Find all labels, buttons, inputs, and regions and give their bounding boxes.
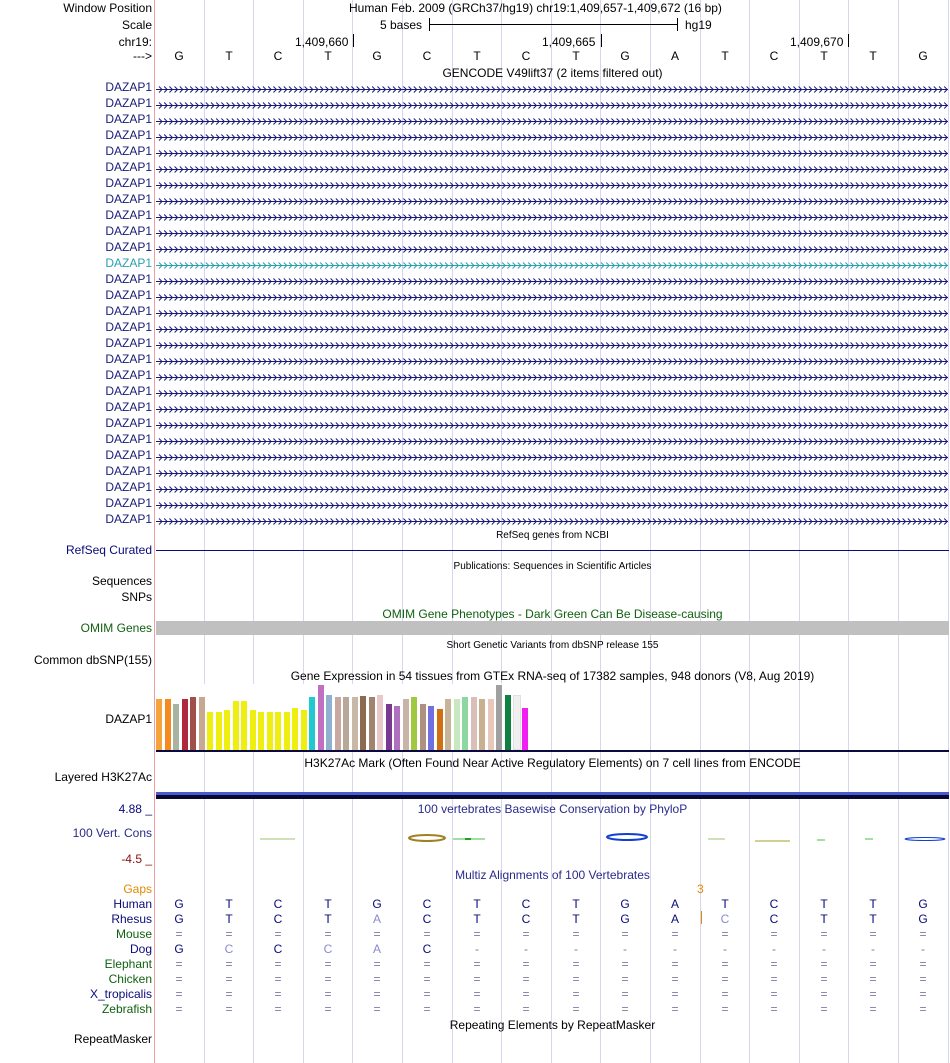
- h3k27ac-signal: [156, 795, 949, 799]
- sequence-base: T: [473, 49, 481, 63]
- gene-feature[interactable]: [156, 99, 948, 108]
- gtex-tissue-bar[interactable]: [182, 699, 188, 750]
- gtex-bar-chart[interactable]: [155, 684, 535, 750]
- gtex-tissue-bar[interactable]: [471, 697, 477, 750]
- gene-feature[interactable]: [156, 83, 948, 92]
- sequence-base: C: [769, 49, 779, 63]
- chrom-label: chr19:: [118, 35, 152, 49]
- alignment-base: G: [174, 942, 184, 956]
- alignment-base: =: [721, 1002, 729, 1016]
- repeatmasker-title[interactable]: Repeating Elements by RepeatMasker: [449, 1018, 656, 1032]
- sequence-base: G: [918, 49, 928, 63]
- cons-signal: [155, 828, 950, 850]
- gene-feature[interactable]: [156, 243, 948, 252]
- alignment-base: =: [324, 1002, 332, 1016]
- alignment-base: =: [572, 927, 580, 941]
- gtex-tissue-bar[interactable]: [173, 704, 179, 750]
- dbsnp-label[interactable]: Common dbSNP(155): [33, 653, 152, 667]
- alignment-base: =: [473, 927, 481, 941]
- gtex-tissue-bar[interactable]: [386, 704, 392, 750]
- alignment-base: C: [720, 912, 730, 926]
- gene-label[interactable]: DAZAP1: [105, 288, 152, 302]
- alignment-base: =: [423, 972, 431, 986]
- gene-label[interactable]: DAZAP1: [105, 96, 152, 110]
- gene-feature[interactable]: [156, 387, 948, 396]
- alignment-base: -: [921, 942, 925, 956]
- gtex-tissue-bar[interactable]: [479, 699, 485, 750]
- alignment-base: A: [372, 942, 381, 956]
- alignment-base: =: [770, 987, 778, 1001]
- gene-label[interactable]: DAZAP1: [105, 80, 152, 94]
- gencode-title[interactable]: GENCODE V49lift37 (2 items filtered out): [442, 66, 663, 80]
- alignment-base: =: [274, 927, 282, 941]
- alignment-base: =: [869, 957, 877, 971]
- gtex-tissue-bar[interactable]: [369, 697, 375, 750]
- alignment-base: T: [225, 897, 233, 911]
- gtex-tissue-bar[interactable]: [513, 695, 521, 750]
- gtex-tissue-bar[interactable]: [445, 699, 451, 750]
- gtex-tissue-bar[interactable]: [454, 699, 460, 750]
- alignment-base: T: [572, 912, 580, 926]
- alignment-base: A: [372, 912, 381, 926]
- sequence-base: T: [572, 49, 580, 63]
- gene-label[interactable]: DAZAP1: [105, 272, 152, 286]
- alignment-base: =: [225, 927, 233, 941]
- gene-label[interactable]: DAZAP1: [105, 256, 152, 270]
- alignment-base: T: [820, 912, 828, 926]
- alignment-base: -: [723, 942, 727, 956]
- gene-label[interactable]: DAZAP1: [105, 320, 152, 334]
- alignment-base: =: [522, 957, 530, 971]
- gene-feature[interactable]: [156, 339, 948, 348]
- refseq-title[interactable]: RefSeq genes from NCBI: [496, 530, 609, 541]
- alignment-base: =: [522, 1002, 530, 1016]
- species-label[interactable]: Dog: [129, 942, 152, 956]
- gene-label[interactable]: DAZAP1: [105, 240, 152, 254]
- alignment-base: =: [621, 987, 629, 1001]
- gene-feature[interactable]: [156, 307, 948, 316]
- alignment-base: =: [225, 987, 233, 1001]
- gtex-tissue-bar[interactable]: [326, 695, 332, 750]
- alignment-base: =: [572, 972, 580, 986]
- gene-feature[interactable]: [156, 275, 948, 284]
- alignment-base: G: [918, 897, 928, 911]
- alignment-base: C: [422, 912, 432, 926]
- alignment-base: =: [621, 957, 629, 971]
- sequence-base: G: [372, 49, 382, 63]
- alignment-base: =: [373, 957, 381, 971]
- gene-feature[interactable]: [156, 483, 948, 492]
- gtex-tissue-bar[interactable]: [233, 701, 239, 750]
- gtex-tissue-bar[interactable]: [258, 712, 264, 750]
- alignment-base: -: [772, 942, 776, 956]
- alignment-base: =: [373, 927, 381, 941]
- gene-feature[interactable]: [156, 451, 948, 460]
- alignment-base: =: [572, 957, 580, 971]
- alignment-base: =: [919, 927, 927, 941]
- gtex-tissue-bar[interactable]: [267, 712, 273, 750]
- alignment-base: =: [274, 987, 282, 1001]
- gtex-tissue-bar[interactable]: [488, 699, 494, 750]
- gtex-tissue-bar[interactable]: [292, 708, 298, 750]
- gtex-tissue-bar[interactable]: [505, 695, 511, 750]
- alignment-base: =: [324, 927, 332, 941]
- gene-label[interactable]: DAZAP1: [105, 416, 152, 430]
- species-label[interactable]: Rhesus: [111, 912, 152, 926]
- species-label[interactable]: Zebrafish: [101, 1002, 152, 1016]
- gene-feature[interactable]: [156, 515, 948, 524]
- gtex-tissue-bar[interactable]: [301, 710, 307, 750]
- alignment-base: C: [521, 912, 531, 926]
- gtex-tissue-bar[interactable]: [352, 697, 358, 750]
- gtex-tissue-bar[interactable]: [275, 712, 281, 750]
- gtex-tissue-bar[interactable]: [335, 697, 341, 750]
- coord-1409660: 1,409,660: [295, 35, 349, 49]
- alignment-base: =: [621, 927, 629, 941]
- alignment-base: =: [671, 1002, 679, 1016]
- window-position-text: Human Feb. 2009 (GRCh37/hg19) chr19:1,409,657-1,409,672 (16 bp): [349, 1, 722, 15]
- gene-feature[interactable]: [156, 259, 948, 268]
- alignment-base: =: [175, 987, 183, 1001]
- alignment-base: =: [225, 1002, 233, 1016]
- gene-feature[interactable]: [156, 403, 948, 412]
- alignment-base: =: [324, 972, 332, 986]
- alignment-base: T: [225, 912, 233, 926]
- cons-min-label: -4.5 _: [121, 852, 152, 866]
- dbsnp-title[interactable]: Short Genetic Variants from dbSNP release 155: [446, 640, 659, 651]
- gene-label[interactable]: DAZAP1: [105, 208, 152, 222]
- h3k27ac-title[interactable]: H3K27Ac Mark (Often Found Near Active Regulatory Elements) on 7 cell lines from ENCODE: [304, 756, 801, 770]
- gtex-baseline: [156, 750, 949, 752]
- publications-title[interactable]: Publications: Sequences in Scientific Articles: [453, 561, 652, 572]
- alignment-base: =: [919, 987, 927, 1001]
- alignment-base: C: [273, 912, 283, 926]
- gtex-tissue-bar[interactable]: [420, 704, 426, 750]
- gtex-tissue-bar[interactable]: [207, 712, 213, 750]
- alignment-base: =: [869, 987, 877, 1001]
- omim-title[interactable]: OMIM Gene Phenotypes - Dark Green Can Be Disease-causing: [382, 607, 723, 621]
- alignment-base: T: [820, 897, 828, 911]
- sequence-base: C: [273, 49, 283, 63]
- alignment-base: =: [373, 1002, 381, 1016]
- cons-max-label: 4.88 _: [118, 802, 152, 816]
- alignment-base: =: [572, 987, 580, 1001]
- gene-feature[interactable]: [156, 211, 948, 220]
- species-label[interactable]: Mouse: [115, 927, 152, 941]
- gap-marker: [701, 911, 702, 924]
- publications-label-snps[interactable]: SNPs: [121, 590, 152, 604]
- alignment-base: -: [871, 942, 875, 956]
- alignment-base: =: [175, 957, 183, 971]
- gene-feature[interactable]: [156, 499, 948, 508]
- alignment-base: =: [175, 1002, 183, 1016]
- alignment-base: C: [769, 912, 779, 926]
- sequence-base: G: [620, 49, 630, 63]
- alignment-base: T: [473, 912, 481, 926]
- gene-feature[interactable]: [156, 147, 948, 156]
- gene-label[interactable]: DAZAP1: [105, 384, 152, 398]
- alignment-base: =: [721, 972, 729, 986]
- gene-label[interactable]: DAZAP1: [105, 224, 152, 238]
- scale-assembly: hg19: [685, 18, 712, 32]
- gene-label[interactable]: DAZAP1: [105, 464, 152, 478]
- gtex-tissue-bar[interactable]: [284, 712, 290, 750]
- alignment-base: =: [473, 987, 481, 1001]
- alignment-base: =: [373, 972, 381, 986]
- alignment-base: =: [572, 1002, 580, 1016]
- alignment-base: =: [373, 987, 381, 1001]
- omim-band[interactable]: [156, 621, 949, 635]
- gene-label[interactable]: DAZAP1: [105, 496, 152, 510]
- coord-tick-3: [848, 34, 849, 47]
- gene-feature[interactable]: [156, 131, 948, 140]
- alignment-base: =: [423, 1002, 431, 1016]
- alignment-base: -: [822, 942, 826, 956]
- alignment-base: =: [671, 957, 679, 971]
- alignment-base: T: [324, 897, 332, 911]
- sequence-base: T: [869, 49, 877, 63]
- gene-label[interactable]: DAZAP1: [105, 128, 152, 142]
- alignment-base: =: [820, 927, 828, 941]
- gtex-tissue-bar[interactable]: [462, 697, 468, 750]
- alignment-base: =: [175, 927, 183, 941]
- cons-label[interactable]: 100 Vert. Cons: [72, 826, 152, 840]
- sequence-base: A: [670, 49, 679, 63]
- alignment-base: =: [621, 1002, 629, 1016]
- alignment-base: =: [225, 957, 233, 971]
- gtex-tissue-bar[interactable]: [241, 701, 247, 750]
- gene-feature[interactable]: [156, 163, 948, 172]
- alignment-base: -: [574, 942, 578, 956]
- gtex-tissue-bar[interactable]: [250, 710, 256, 750]
- alignment-base: C: [769, 897, 779, 911]
- alignment-base: G: [174, 897, 184, 911]
- gtex-tissue-bar[interactable]: [522, 708, 528, 750]
- alignment-base: =: [770, 1002, 778, 1016]
- alignment-base: =: [770, 927, 778, 941]
- alignment-base: =: [721, 987, 729, 1001]
- window-position-label: Window Position: [63, 1, 152, 15]
- alignment-base: =: [423, 957, 431, 971]
- alignment-base: C: [273, 897, 283, 911]
- gene-label[interactable]: DAZAP1: [105, 112, 152, 126]
- coord-tick-1: [353, 34, 354, 47]
- gtex-tissue-bar[interactable]: [156, 699, 162, 750]
- gene-feature[interactable]: [156, 179, 948, 188]
- gene-label[interactable]: DAZAP1: [105, 160, 152, 174]
- gene-feature[interactable]: [156, 227, 948, 236]
- gene-feature[interactable]: [156, 115, 948, 124]
- alignment-base: =: [770, 972, 778, 986]
- repeatmasker-label[interactable]: RepeatMasker: [73, 1032, 152, 1046]
- alignment-base: -: [524, 942, 528, 956]
- alignment-base: =: [423, 927, 431, 941]
- gtex-tissue-bar[interactable]: [224, 710, 230, 750]
- refseq-line: [156, 550, 949, 551]
- gene-feature[interactable]: [156, 467, 948, 476]
- refseq-label[interactable]: RefSeq Curated: [65, 543, 152, 557]
- gene-feature[interactable]: [156, 355, 948, 364]
- gtex-tissue-bar[interactable]: [360, 696, 366, 750]
- alignment-base: =: [671, 987, 679, 1001]
- species-label[interactable]: Chicken: [108, 972, 152, 986]
- gene-label[interactable]: DAZAP1: [105, 192, 152, 206]
- alignment-base: T: [572, 897, 580, 911]
- alignment-base: =: [175, 972, 183, 986]
- strand-label: --->: [133, 49, 152, 63]
- gene-feature[interactable]: [156, 323, 948, 332]
- alignment-base: =: [721, 957, 729, 971]
- gene-label[interactable]: DAZAP1: [105, 512, 152, 526]
- alignment-base: C: [422, 942, 432, 956]
- gene-label[interactable]: DAZAP1: [105, 400, 152, 414]
- alignment-base: C: [521, 897, 531, 911]
- gtex-title[interactable]: Gene Expression in 54 tissues from GTEx RNA-seq of 17382 samples, 948 donors (V8, Aug 2019): [290, 669, 815, 683]
- publications-label-sequences[interactable]: Sequences: [91, 574, 152, 588]
- alignment-base: =: [820, 987, 828, 1001]
- alignment-base: T: [473, 897, 481, 911]
- alignment-base: =: [324, 987, 332, 1001]
- gtex-tissue-bar[interactable]: [309, 697, 315, 750]
- gtex-tissue-bar[interactable]: [199, 697, 205, 750]
- gtex-tissue-bar[interactable]: [216, 712, 222, 750]
- scale-bar-tick-right: [677, 18, 678, 31]
- coord-tick-2: [601, 34, 602, 47]
- coord-1409665: 1,409,665: [542, 35, 596, 49]
- gtex-label[interactable]: DAZAP1: [105, 712, 152, 726]
- multiz-title[interactable]: Multiz Alignments of 100 Vertebrates: [455, 868, 650, 882]
- gene-label[interactable]: DAZAP1: [105, 352, 152, 366]
- alignment-base: =: [820, 1002, 828, 1016]
- alignment-base: G: [372, 897, 382, 911]
- gtex-tissue-bar[interactable]: [496, 685, 502, 750]
- alignment-base: G: [918, 912, 928, 926]
- alignment-base: =: [869, 1002, 877, 1016]
- alignment-base: G: [620, 912, 630, 926]
- alignment-base: C: [323, 942, 333, 956]
- gtex-tissue-bar[interactable]: [403, 699, 409, 750]
- alignment-base: =: [324, 957, 332, 971]
- alignment-base: =: [473, 957, 481, 971]
- gene-label[interactable]: DAZAP1: [105, 304, 152, 318]
- omim-label[interactable]: OMIM Genes: [80, 621, 152, 635]
- gap-count: 3: [697, 882, 704, 896]
- species-label[interactable]: Human: [113, 897, 152, 911]
- coord-1409670: 1,409,670: [790, 35, 844, 49]
- alignment-base: T: [721, 897, 729, 911]
- gtex-tissue-bar[interactable]: [165, 699, 171, 750]
- gtex-tissue-bar[interactable]: [377, 695, 383, 750]
- alignment-base: -: [475, 942, 479, 956]
- gene-feature[interactable]: [156, 435, 948, 444]
- sequence-base: T: [721, 49, 729, 63]
- gtex-tissue-bar[interactable]: [411, 697, 417, 750]
- sequence-base: G: [174, 49, 184, 63]
- alignment-base: A: [670, 912, 679, 926]
- alignment-base: =: [473, 972, 481, 986]
- alignment-base: =: [274, 972, 282, 986]
- alignment-base: =: [770, 957, 778, 971]
- scale-bar: [429, 24, 678, 25]
- cons-title[interactable]: 100 vertebrates Basewise Conservation by PhyloP: [417, 802, 688, 816]
- gene-feature[interactable]: [156, 371, 948, 380]
- gene-feature[interactable]: [156, 419, 948, 428]
- alignment-base: =: [919, 957, 927, 971]
- gtex-tissue-bar[interactable]: [318, 685, 324, 750]
- sequence-base: T: [225, 49, 233, 63]
- gtex-tissue-bar[interactable]: [428, 706, 434, 750]
- alignment-base: G: [620, 897, 630, 911]
- alignment-base: =: [522, 987, 530, 1001]
- gtex-tissue-bar[interactable]: [343, 697, 349, 750]
- alignment-base: T: [869, 912, 877, 926]
- alignment-base: T: [869, 897, 877, 911]
- gene-label[interactable]: DAZAP1: [105, 176, 152, 190]
- alignment-base: C: [224, 942, 234, 956]
- alignment-base: =: [423, 987, 431, 1001]
- alignment-base: C: [422, 897, 432, 911]
- gene-label[interactable]: DAZAP1: [105, 336, 152, 350]
- alignment-base: =: [522, 927, 530, 941]
- alignment-base: =: [274, 1002, 282, 1016]
- gtex-tissue-bar[interactable]: [437, 709, 443, 750]
- alignment-base: =: [869, 972, 877, 986]
- alignment-base: =: [820, 957, 828, 971]
- alignment-base: -: [623, 942, 627, 956]
- species-label[interactable]: Elephant: [104, 957, 152, 971]
- h3k27ac-label[interactable]: Layered H3K27Ac: [54, 770, 152, 784]
- alignment-base: =: [473, 1002, 481, 1016]
- scale-label: Scale: [121, 18, 152, 32]
- alignment-base: =: [225, 972, 233, 986]
- gene-label[interactable]: DAZAP1: [105, 432, 152, 446]
- alignment-base: =: [820, 972, 828, 986]
- gtex-tissue-bar[interactable]: [394, 706, 400, 750]
- scale-bar-tick-left: [429, 18, 430, 31]
- gtex-tissue-bar[interactable]: [190, 697, 196, 750]
- sequence-base: C: [521, 49, 531, 63]
- species-label[interactable]: X_tropicalis: [89, 987, 152, 1001]
- alignment-base: A: [670, 897, 679, 911]
- alignment-base: -: [673, 942, 677, 956]
- gene-feature[interactable]: [156, 195, 948, 204]
- gene-label[interactable]: DAZAP1: [105, 368, 152, 382]
- alignment-base: =: [919, 972, 927, 986]
- sequence-base: T: [820, 49, 828, 63]
- gene-label[interactable]: DAZAP1: [105, 448, 152, 462]
- gene-label[interactable]: DAZAP1: [105, 144, 152, 158]
- scale-text: 5 bases: [380, 18, 423, 32]
- alignment-base: =: [919, 1002, 927, 1016]
- alignment-base: =: [721, 927, 729, 941]
- alignment-base: =: [522, 972, 530, 986]
- alignment-base: =: [621, 972, 629, 986]
- alignment-base: =: [274, 957, 282, 971]
- alignment-base: C: [273, 942, 283, 956]
- alignment-base: =: [869, 927, 877, 941]
- alignment-base: G: [174, 912, 184, 926]
- alignment-base: =: [671, 927, 679, 941]
- sequence-base: C: [422, 49, 432, 63]
- gene-label[interactable]: DAZAP1: [105, 480, 152, 494]
- alignment-base: =: [671, 972, 679, 986]
- gene-feature[interactable]: [156, 291, 948, 300]
- gaps-label: Gaps: [123, 882, 152, 896]
- sequence-base: T: [324, 49, 332, 63]
- alignment-base: T: [324, 912, 332, 926]
